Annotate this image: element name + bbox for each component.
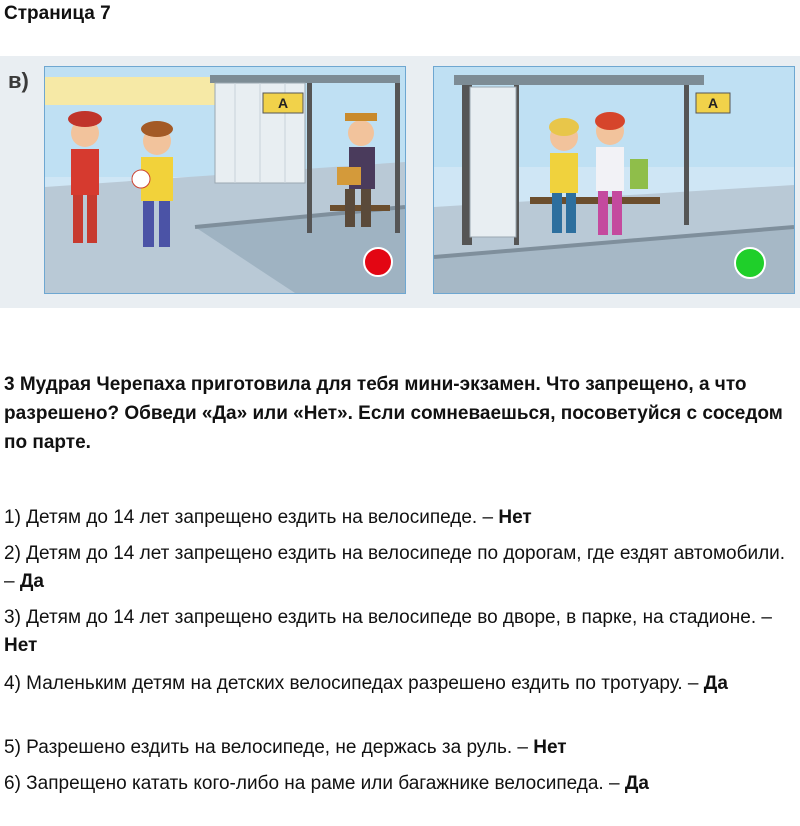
green-indicator bbox=[734, 247, 766, 279]
answer-value: Нет bbox=[498, 507, 532, 528]
panel-label: в) bbox=[8, 68, 29, 93]
answer-item-4 bbox=[4, 670, 790, 698]
task-text: 3 Мудрая Черепаха приготовила для тебя мини-экзамен. Что запрещено, а что разрешено? Обведи «Да» или «Нет». Если сомневаешься, посоветуйся с соседом по парте. bbox=[4, 374, 783, 453]
answer-statement: 6) Запрещено катать кого-либо на раме или багажнике велосипеда. – bbox=[4, 773, 625, 794]
answer-statement: 1) Детям до 14 лет запрещено ездить на велосипеде. – bbox=[4, 507, 499, 528]
answer-statement: 5) Разрешено ездить на велосипеде, не держась за руль. – bbox=[4, 737, 534, 758]
illustration-left-boys-at-bus-stop bbox=[44, 66, 406, 294]
answer-value: Нет bbox=[4, 635, 38, 656]
page-title: Страница 7 bbox=[4, 3, 111, 24]
answer-value: Нет bbox=[533, 737, 567, 758]
answer-value: Да bbox=[703, 673, 728, 694]
bus-stop-sign: A bbox=[277, 95, 289, 111]
answer-value: Да bbox=[19, 571, 44, 592]
answer-item-1 bbox=[4, 504, 790, 532]
bus-stop-scene-svg bbox=[45, 67, 405, 293]
illustration-right-girls-on-bench bbox=[433, 66, 795, 294]
answer-statement: 2) Детям до 14 лет запрещено ездить на велосипеде по дорогам, где ездят автомобили. – bbox=[4, 543, 786, 592]
answer-value: Да bbox=[624, 773, 649, 794]
red-indicator bbox=[363, 247, 393, 277]
answer-statement: 4) Маленьким детям на детских велосипедах разрешено ездить по тротуару. – bbox=[4, 673, 704, 694]
answer-item-2 bbox=[4, 540, 790, 596]
answer-item-6 bbox=[4, 770, 790, 798]
answer-item-5 bbox=[4, 734, 790, 762]
bus-stop-sign: A bbox=[707, 95, 719, 111]
answer-item-3 bbox=[4, 604, 790, 660]
answer-statement: 3) Детям до 14 лет запрещено ездить на велосипеде во дворе, в парке, на стадионе. – bbox=[4, 607, 772, 628]
